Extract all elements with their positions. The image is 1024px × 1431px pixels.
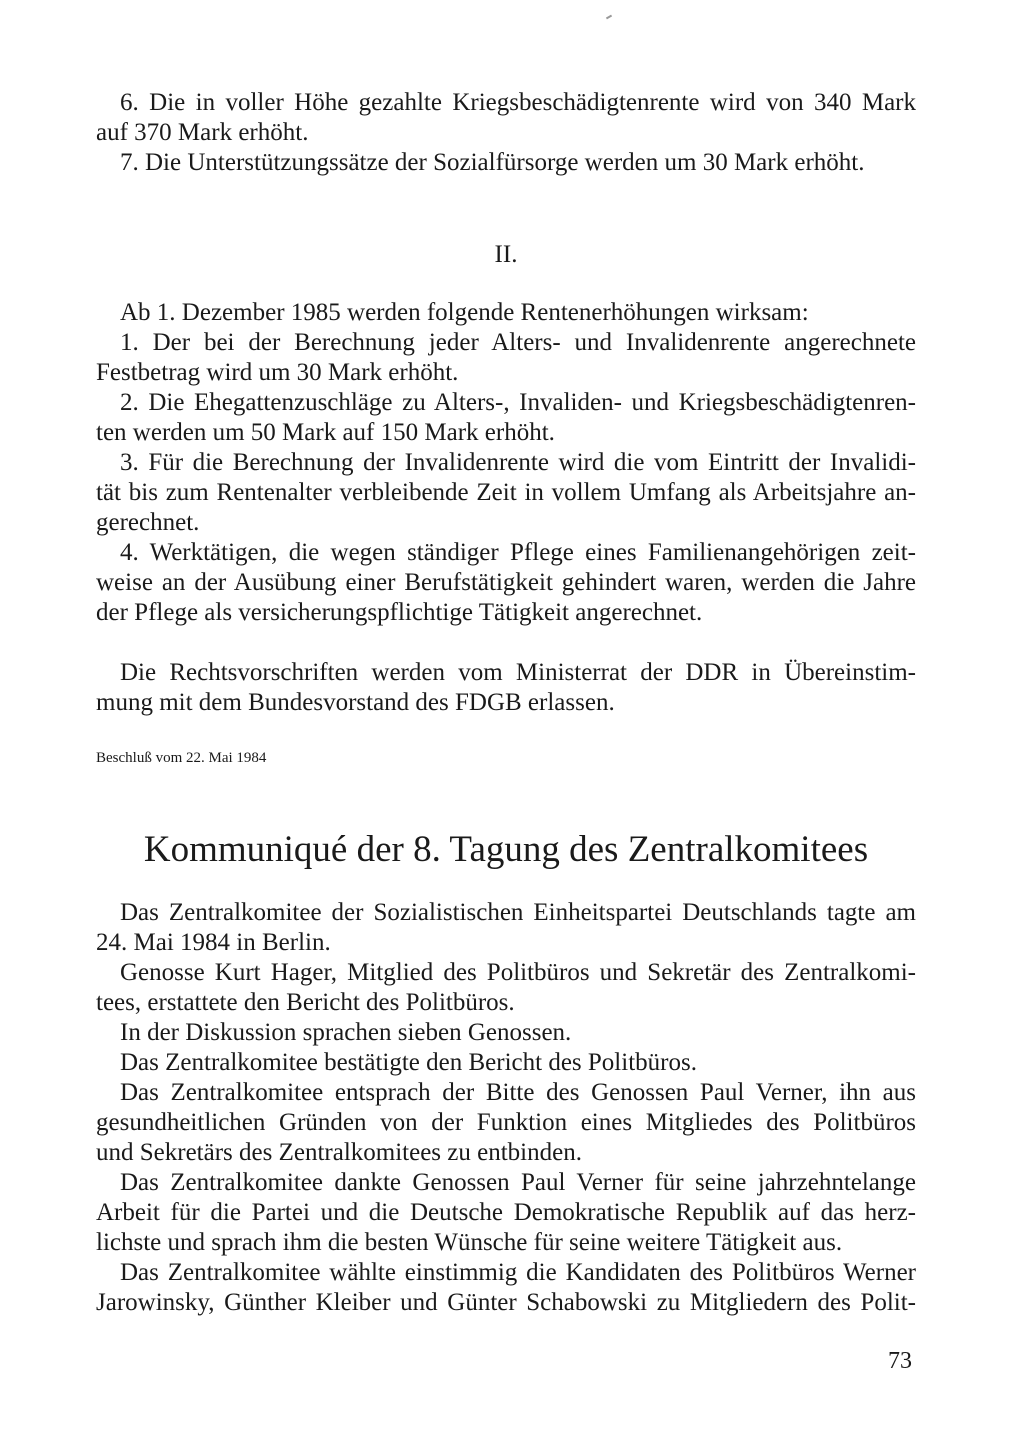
text-line: Ab 1. Dezember 1985 werden folgende Rentenerhöhungen wirksam: — [120, 299, 809, 326]
text-line: Genosse Kurt Hager, Mitglied des Politbüros und Sekretär des Zentralkomi- — [120, 959, 916, 986]
text-line: 2. Die Ehegattenzuschläge zu Alters-, Invaliden- und Kriegsbeschädigtenren- — [120, 389, 916, 416]
communique-body — [96, 898, 916, 1318]
text-line: Jarowinsky, Günther Kleiber und Günter Schabowski zu Mitgliedern des Polit- — [96, 1289, 916, 1316]
text-line: In der Diskussion sprachen sieben Genossen. — [120, 1019, 572, 1046]
text-line: mung mit dem Bundesvorstand des FDGB erlassen. — [96, 689, 615, 716]
text-line: gerechnet. — [96, 509, 200, 536]
section-number: II. — [494, 241, 518, 268]
text-line: gesundheitlichen Gründen von der Funktion eines Mitgliedes des Politbüros — [96, 1109, 916, 1136]
text-line: auf 370 Mark erhöht. — [96, 119, 309, 146]
resolution-date-note: Beschluß vom 22. Mai 1984 — [96, 750, 267, 766]
text-line: lichste und sprach ihm die besten Wünsche für seine weitere Tätigkeit aus. — [96, 1229, 843, 1256]
text-line: 1. Der bei der Berechnung jeder Alters- und Invalidenrente angerechnete — [120, 329, 916, 356]
text-line: 4. Werktätigen, die wegen ständiger Pflege eines Familienangehörigen zeit- — [120, 539, 916, 566]
text-line: Das Zentralkomitee entsprach der Bitte des Genossen Paul Verner, ihn aus — [120, 1079, 916, 1106]
text-line: Das Zentralkomitee wählte einstimmig die Kandidaten des Politbüros Werner — [120, 1259, 916, 1286]
scan-speck — [606, 15, 612, 20]
text-line: tät bis zum Rentenalter verbleibende Zeit in vollem Umfang als Arbeitsjahre an- — [96, 479, 916, 506]
text-line: Arbeit für die Partei und die Deutsche Demokratische Republik auf das herz- — [96, 1199, 916, 1226]
text-line: Die Rechtsvorschriften werden vom Ministerrat der DDR in Übereinstim- — [120, 659, 916, 686]
text-line: weise an der Ausübung einer Berufstätigkeit gehindert waren, werden die Jahre — [96, 569, 916, 596]
text-line: 6. Die in voller Höhe gezahlte Kriegsbeschädigtenrente wird von 340 Mark — [120, 89, 916, 116]
text-line: 24. Mai 1984 in Berlin. — [96, 929, 331, 956]
text-line: Das Zentralkomitee bestätigte den Bericht des Politbüros. — [120, 1049, 697, 1076]
text-line: 3. Für die Berechnung der Invalidenrente wird die vom Eintritt der Invalidi- — [120, 449, 916, 476]
text-line: und Sekretärs des Zentralkomitees zu entbinden. — [96, 1139, 582, 1166]
text-line: der Pflege als versicherungspflichtige Tätigkeit angerechnet. — [96, 599, 703, 626]
text-line: Festbetrag wird um 30 Mark erhöht. — [96, 359, 459, 386]
text-line: ten werden um 50 Mark auf 150 Mark erhöht. — [96, 419, 555, 446]
pension-increase-section — [96, 298, 916, 628]
list-continuation — [96, 88, 916, 178]
text-line: Das Zentralkomitee der Sozialistischen Einheitspartei Deutschlands tagte am — [120, 899, 916, 926]
legal-provisions-paragraph — [96, 658, 916, 718]
text-line: 7. Die Unterstützungssätze der Sozialfürsorge werden um 30 Mark erhöht. — [120, 149, 865, 176]
text-line: tees, erstattete den Bericht des Politbüros. — [96, 989, 515, 1016]
text-line: Das Zentralkomitee dankte Genossen Paul Verner für seine jahrzehntelange — [120, 1169, 916, 1196]
section-heading: Kommuniqué der 8. Tagung des Zentralkomitees — [143, 829, 869, 870]
page-number: 73 — [888, 1348, 912, 1374]
